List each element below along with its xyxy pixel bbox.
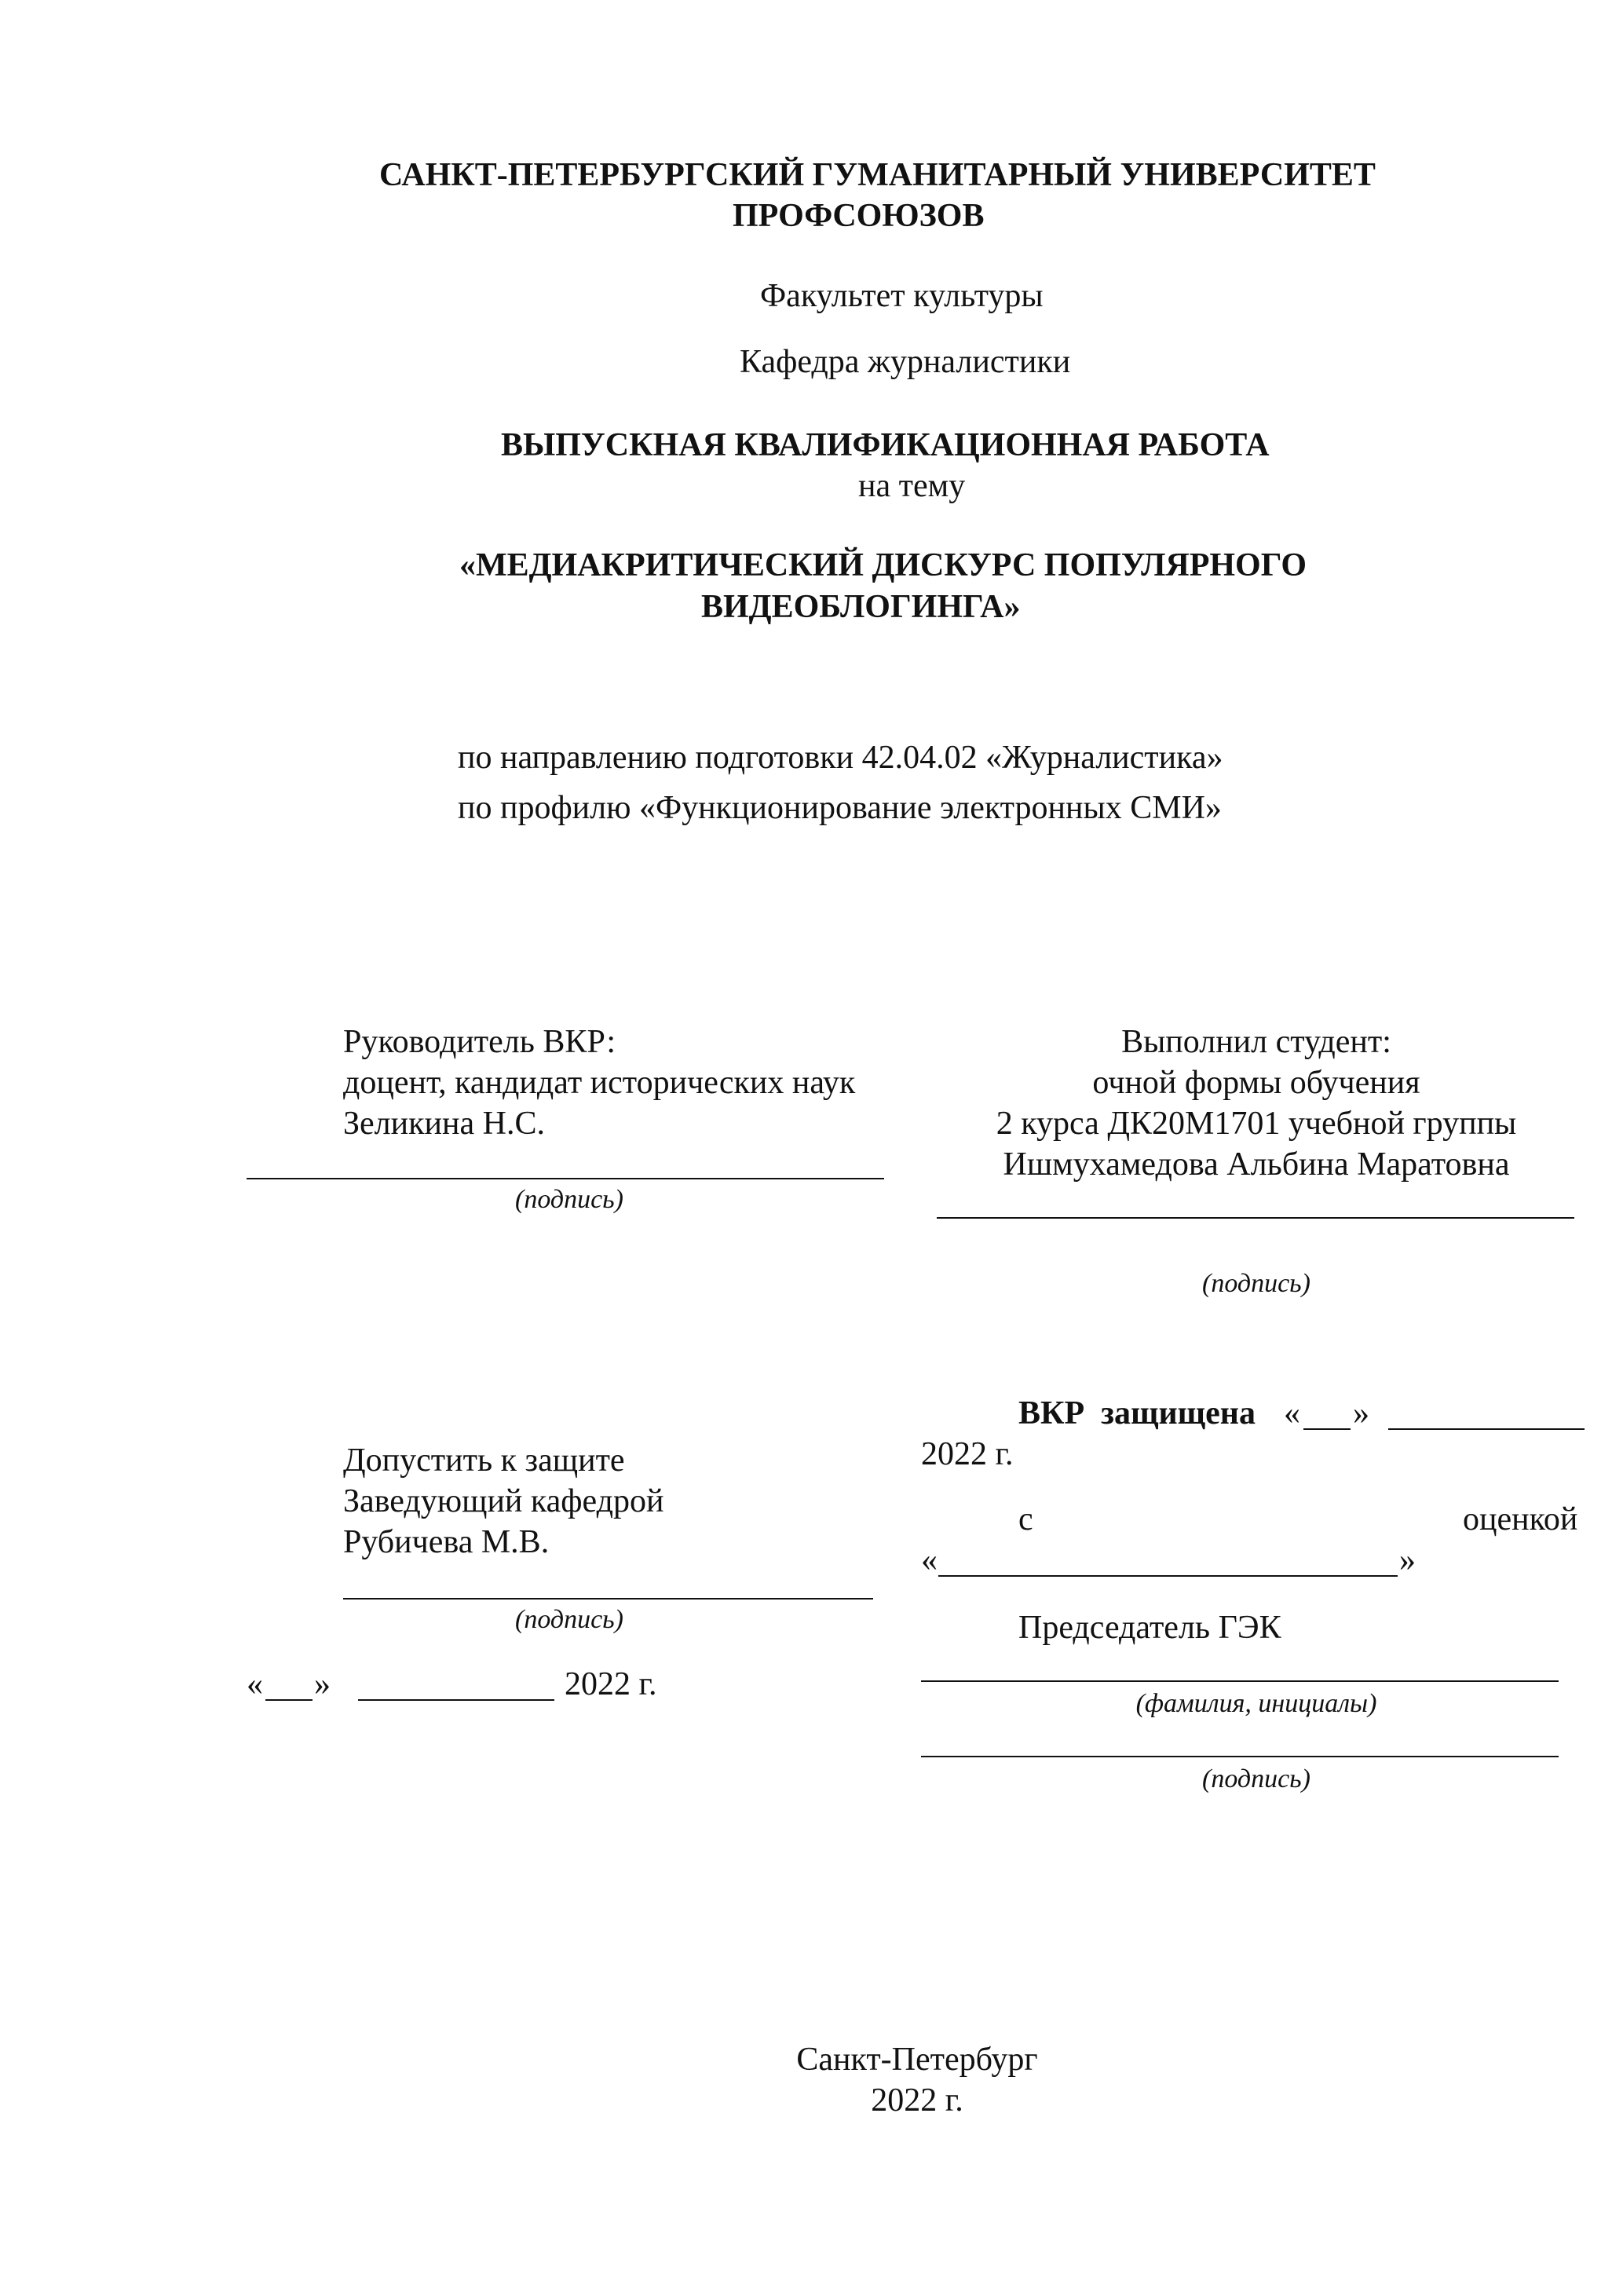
supervisor-name: Зеликина Н.С. bbox=[343, 1106, 545, 1142]
supervisor-heading: Руководитель ВКР: bbox=[343, 1024, 616, 1060]
admission-date-open-quote: « bbox=[247, 1666, 263, 1702]
admission-date bbox=[247, 1665, 686, 1704]
grade-word: оценкой bbox=[1463, 1501, 1578, 1537]
defense-label: ВКР защищена bbox=[1018, 1395, 1256, 1431]
admission-line2: Заведующий кафедрой bbox=[343, 1483, 664, 1519]
defense-date-close-quote: » bbox=[1353, 1395, 1369, 1431]
study-direction: по направлению подготовки 42.04.02 «Журналистика» bbox=[458, 740, 1223, 776]
department: Кафедра журналистики bbox=[740, 344, 1071, 380]
defense-month-blank bbox=[1388, 1428, 1585, 1430]
footer-city: Санкт-Петербург bbox=[796, 2042, 1038, 2078]
student-heading: Выполнил студент: bbox=[1121, 1024, 1391, 1060]
study-profile: по профилю «Функционирование электронных СМИ» bbox=[458, 790, 1222, 826]
head-of-department-name: Рубичева М.В. bbox=[343, 1524, 550, 1560]
admission-day-blank bbox=[265, 1699, 313, 1701]
defense-date-open-quote: « bbox=[1284, 1395, 1300, 1431]
grade-close-quote: » bbox=[1399, 1542, 1416, 1578]
gek-chair-signature-caption: (подпись) bbox=[1202, 1764, 1310, 1793]
student-signature-caption: (подпись) bbox=[1202, 1269, 1310, 1298]
admission-line1: Допустить к защите bbox=[343, 1442, 625, 1479]
head-signature-line bbox=[343, 1598, 873, 1600]
supervisor-signature-line bbox=[247, 1178, 884, 1179]
gek-chair-label: Председатель ГЭК bbox=[1018, 1610, 1281, 1646]
grade-open-quote: « bbox=[921, 1542, 938, 1578]
supervisor-position: доцент, кандидат исторических наук bbox=[343, 1065, 856, 1101]
student-group: 2 курса ДК20М1701 учебной группы bbox=[996, 1106, 1517, 1142]
thesis-title-line2: ВИДЕОБЛОГИНГА» bbox=[701, 589, 1021, 625]
thesis-title-line1: «МЕДИАКРИТИЧЕСКИЙ ДИСКУРС ПОПУЛЯРНОГО bbox=[459, 547, 1307, 583]
head-signature-caption: (подпись) bbox=[515, 1605, 623, 1634]
work-type: ВЫПУСКНАЯ КВАЛИФИКАЦИОННАЯ РАБОТА bbox=[501, 427, 1270, 463]
grade-prefix: с bbox=[1018, 1501, 1033, 1537]
gek-chair-name-line bbox=[921, 1680, 1559, 1682]
defense-year: 2022 г. bbox=[921, 1436, 1014, 1472]
defense-day-blank bbox=[1303, 1428, 1351, 1430]
admission-month-blank bbox=[358, 1699, 554, 1701]
university-name-line2: ПРОФСОЮЗОВ bbox=[733, 198, 985, 234]
admission-date-close-quote: » bbox=[314, 1666, 331, 1702]
university-name-line1: САНКТ-ПЕТЕРБУРГСКИЙ ГУМАНИТАРНЫЙ УНИВЕРСИТЕТ bbox=[379, 157, 1376, 193]
grade-blank bbox=[938, 1575, 1398, 1577]
admission-date-year: 2022 г. bbox=[565, 1666, 657, 1702]
supervisor-signature-caption: (подпись) bbox=[515, 1185, 623, 1214]
student-study-form: очной формы обучения bbox=[1092, 1065, 1420, 1101]
footer-year: 2022 г. bbox=[871, 2082, 963, 2119]
faculty: Факультет культуры bbox=[760, 278, 1044, 314]
gek-chair-signature-line bbox=[921, 1756, 1559, 1757]
student-signature-line bbox=[937, 1217, 1574, 1219]
on-topic: на тему bbox=[858, 468, 966, 504]
student-name: Ишмухамедова Альбина Маратовна bbox=[1003, 1146, 1510, 1183]
gek-chair-name-caption: (фамилия, инициалы) bbox=[1135, 1689, 1377, 1718]
